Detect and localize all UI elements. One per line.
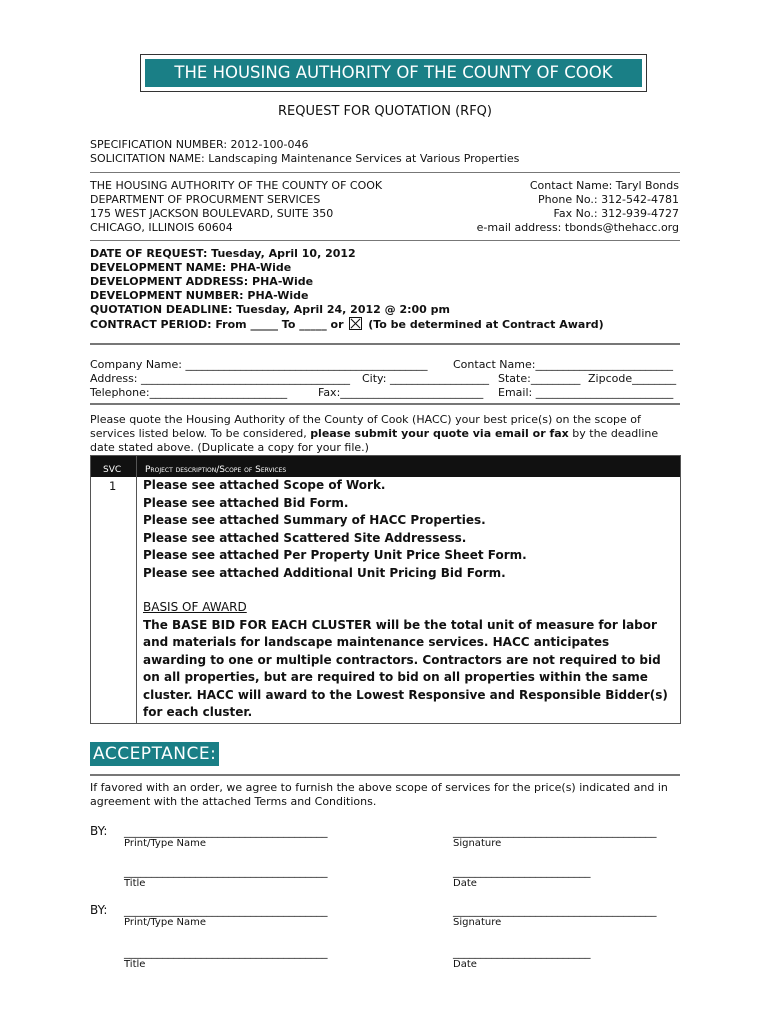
basis-text: The BASE BID FOR EACH CLUSTER will be the total unit of measure for labor and materials for landscape maintenance services. HACC anticipates awarding to one or multiple contractors. Contractors are not required to bid on all properties, but are required to bid on all properties within the same cluster. HACC will award to the Lowest Responsive and Responsible Bidder(s) for each cluster.: [143, 617, 668, 719]
date-line[interactable]: _________________________: [453, 865, 591, 878]
contact-email: e-mail address: tbonds@thehacc.org: [476, 221, 679, 234]
checked-checkbox-icon[interactable]: [349, 317, 362, 330]
by-label: BY:: [90, 824, 108, 838]
company-name-field[interactable]: Company Name: ____________________________________________: [90, 358, 428, 371]
by-label: BY:: [90, 903, 108, 917]
fax-field[interactable]: Fax:__________________________: [318, 386, 484, 399]
scope-items-list: [143, 477, 527, 582]
contract-period-tbd: (To be determined at Contract Award): [368, 318, 604, 331]
instructions-paragraph: [90, 413, 680, 455]
instructions-text: by the deadline date stated above. (Duplicate a copy for your file.): [90, 427, 659, 454]
title-line[interactable]: _____________________________________: [124, 865, 328, 878]
address-line: 175 WEST JACKSON BOULEVARD, SUITE 350: [90, 207, 334, 220]
date-label: Date: [453, 878, 477, 889]
title-label: Title: [124, 878, 146, 889]
scope-table: [90, 455, 681, 724]
address-field[interactable]: Address: ______________________________________: [90, 372, 351, 385]
list-item: Please see attached Summary of HACC Properties.: [143, 513, 486, 527]
acceptance-text: If favored with an order, we agree to furnish the above scope of services for the price(s) indicated and in agreement with the attached Terms and Conditions.: [90, 781, 668, 808]
acceptance-heading: ACCEPTANCE:: [90, 742, 219, 766]
request-details: [90, 247, 604, 332]
signature-line[interactable]: _____________________________________: [453, 904, 657, 917]
contact-fax: Fax No.: 312-939-4727: [553, 207, 679, 220]
contact-name-field[interactable]: Contact Name:_________________________: [453, 358, 673, 371]
solicitation-name: SOLICITATION NAME: Landscaping Maintenance Services at Various Properties: [90, 152, 520, 165]
quotation-deadline: QUOTATION DEADLINE: Tuesday, April 24, 2012 @ 2:00 pm: [90, 303, 450, 316]
zipcode-field[interactable]: Zipcode________: [588, 372, 677, 385]
date-of-request: DATE OF REQUEST: Tuesday, April 10, 2012: [90, 247, 356, 260]
city-field[interactable]: City: __________________: [362, 372, 489, 385]
svc-column-header: SVC: [103, 465, 122, 475]
address-line: THE HOUSING AUTHORITY OF THE COUNTY OF COOK: [90, 179, 383, 192]
description-column-header: Project description/Scope of Services: [145, 465, 287, 475]
contact-block: [440, 179, 679, 235]
list-item: Please see attached Scattered Site Addressess.: [143, 530, 467, 545]
contract-period: [90, 317, 604, 332]
development-number: DEVELOPMENT NUMBER: PHA-Wide: [90, 289, 309, 302]
signature-label: Signature: [453, 838, 502, 849]
document-title: REQUEST FOR QUOTATION (RFQ): [278, 104, 492, 119]
basis-heading: BASIS OF AWARD: [143, 600, 247, 614]
spec-number: SPECIFICATION NUMBER: 2012-100-046: [90, 138, 309, 151]
svc-number: 1: [109, 479, 117, 493]
list-item: Please see attached Additional Unit Pricing Bid Form.: [143, 565, 506, 580]
divider: [90, 403, 680, 405]
contact-phone: Phone No.: 312-542-4781: [538, 193, 679, 206]
signature-label: Signature: [453, 917, 502, 928]
address-block: [90, 179, 382, 235]
title-label: Title: [124, 959, 146, 970]
contract-period-label: CONTRACT PERIOD: From _____ To _____ or: [90, 318, 344, 331]
development-name: DEVELOPMENT NAME: PHA-Wide: [90, 261, 292, 274]
org-title: THE HOUSING AUTHORITY OF THE COUNTY OF COOK: [145, 59, 642, 87]
list-item: Please see attached Bid Form.: [143, 495, 349, 510]
divider: [90, 343, 680, 345]
divider: [90, 774, 680, 776]
print-name-label: Print/Type Name: [124, 838, 207, 849]
divider: [90, 172, 680, 173]
divider: [90, 240, 680, 241]
title-line[interactable]: _____________________________________: [124, 946, 328, 959]
list-item: Please see attached Scope of Work.: [143, 478, 386, 492]
list-item: Please see attached Per Property Unit Price Sheet Form.: [143, 548, 527, 562]
print-name-line[interactable]: _____________________________________: [124, 825, 328, 838]
column-divider: [136, 456, 137, 723]
address-line: DEPARTMENT OF PROCURMENT SERVICES: [90, 193, 321, 206]
instructions-emphasis: please submit your quote via email or fax: [310, 427, 569, 440]
state-field[interactable]: State:_________: [498, 372, 581, 385]
date-label: Date: [453, 959, 477, 970]
signature-line[interactable]: _____________________________________: [453, 825, 657, 838]
table-header: [91, 456, 680, 477]
date-line[interactable]: _________________________: [453, 946, 591, 959]
print-name-label: Print/Type Name: [124, 917, 207, 928]
development-address: DEVELOPMENT ADDRESS: PHA-Wide: [90, 275, 314, 288]
basis-of-award: [143, 599, 673, 722]
print-name-line[interactable]: _____________________________________: [124, 904, 328, 917]
telephone-field[interactable]: Telephone:_________________________: [90, 386, 288, 399]
contact-name: Contact Name: Taryl Bonds: [529, 179, 679, 192]
org-header-box: [140, 54, 647, 92]
address-line: CHICAGO, ILLINOIS 60604: [90, 221, 233, 234]
instructions-text: Please quote the Housing Authority of the County of Cook (HACC) your best price(s) on the scope of services listed below. To be considered,: [90, 413, 641, 440]
email-field[interactable]: Email: _________________________: [498, 386, 674, 399]
